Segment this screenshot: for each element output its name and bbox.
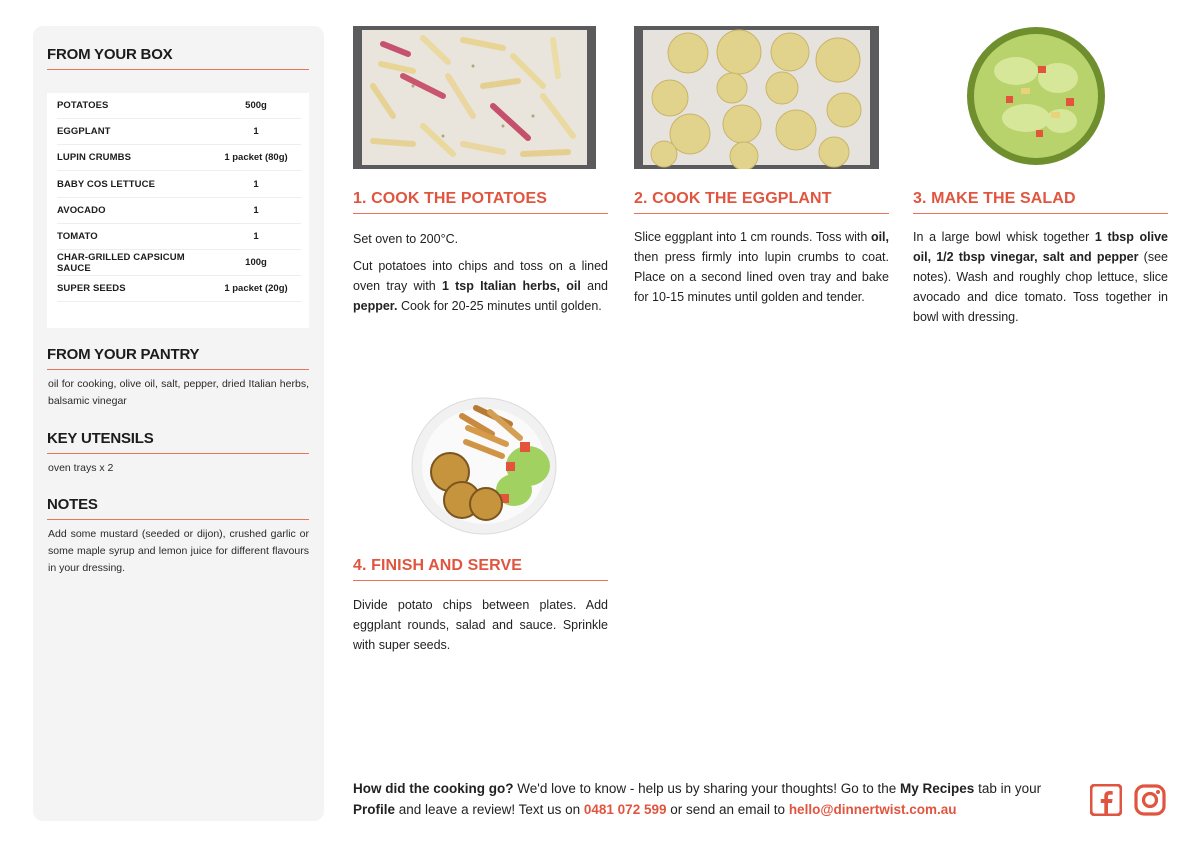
step-2: [634, 190, 889, 350]
feedback-footer: How did the cooking go? We'd love to know - help us by sharing your thoughts! Go to the My Recipes tab in your Profile and leave a review! Text us on 0481 072 599 or send an email to hello@dinnertwist.com.au: [353, 781, 1042, 817]
step-3: [913, 190, 1168, 350]
ingredient-row: [57, 224, 301, 250]
ingredient-name: SUPER SEEDS: [57, 283, 126, 294]
ingredient-row: [57, 198, 301, 224]
ingredient-row: [57, 172, 301, 198]
ingredient-name: AVOCADO: [57, 205, 106, 216]
step-1-paragraph: Cut potatoes into chips and toss on a lined oven tray with 1 tsp Italian herbs, oil and pepper. Cook for 20-25 minutes until golden.: [353, 259, 608, 313]
instagram-icon[interactable]: [1134, 784, 1166, 816]
step-1-paragraph: Set oven to 200°C.: [353, 232, 459, 246]
step-1: [353, 190, 608, 350]
phone-link[interactable]: 0481 072 599: [583, 802, 667, 817]
ingredient-qty: 1 packet (20g): [224, 283, 288, 294]
ingredient-name: BABY COS LETTUCE: [57, 179, 156, 190]
step-2-text: [634, 227, 889, 314]
from-your-pantry-heading: FROM YOUR PANTRY: [47, 346, 309, 370]
step-2-title: 2. COOK THE EGGPLANT: [634, 190, 889, 214]
ingredient-qty: 1: [253, 179, 259, 190]
ingredients-table: [47, 93, 309, 328]
ingredient-row: [57, 145, 301, 171]
step-1-title: 1. COOK THE POTATOES: [353, 190, 608, 214]
step-4-title: 4. FINISH AND SERVE: [353, 557, 608, 581]
utensils-text: oven trays x 2: [48, 462, 114, 474]
pantry-text: oil for cooking, olive oil, salt, pepper, dried Italian herbs, balsamic vinegar: [48, 378, 309, 407]
salad-bowl-image: [966, 26, 1106, 166]
step-3-title: 3. MAKE THE SALAD: [913, 190, 1168, 214]
ingredient-row: [57, 276, 301, 302]
ingredient-name: CHAR-GRILLED CAPSICUM SAUCE: [57, 251, 185, 274]
notes-heading: NOTES: [47, 496, 309, 520]
from-your-box-heading: FROM YOUR BOX: [47, 46, 309, 70]
ingredient-row: [57, 93, 301, 119]
step-4-text: [353, 595, 608, 662]
ingredient-qty: 1: [253, 205, 259, 216]
ingredient-qty: 1: [253, 231, 259, 242]
step-4: [353, 557, 608, 667]
profile-link[interactable]: Profile: [353, 802, 396, 817]
email-link[interactable]: hello@dinnertwist.com.au: [788, 802, 957, 817]
my-recipes-link[interactable]: My Recipes: [900, 781, 975, 796]
ingredient-name: TOMATO: [57, 231, 98, 242]
key-utensils-heading: KEY UTENSILS: [47, 430, 309, 454]
notes-text: Add some mustard (seeded or dijon), crushed garlic or some maple syrup and lemon juice for different flavours in your dressing.: [48, 528, 309, 574]
step-1-text: [353, 229, 608, 323]
ingredient-row: [57, 119, 301, 145]
ingredient-name: POTATOES: [57, 100, 109, 111]
ingredient-name: EGGPLANT: [57, 126, 111, 137]
finished-plate-image: [410, 394, 558, 536]
ingredients-sidebar: [33, 26, 324, 821]
ingredient-name: LUPIN CRUMBS: [57, 152, 132, 163]
ingredient-row: [57, 250, 301, 276]
eggplant-tray-image: [634, 26, 879, 169]
ingredient-qty: 500g: [245, 100, 267, 111]
step-3-text: [913, 227, 1168, 334]
step-4-paragraph: Divide potato chips between plates. Add eggplant rounds, salad and sauce. Sprinkle with super seeds.: [353, 598, 608, 652]
step-2-paragraph: Slice eggplant into 1 cm rounds. Toss with oil, then press firmly into lupin crumbs to coat. Place on a second lined oven tray and bake for 10-15 minutes until golden and tender.: [634, 230, 889, 304]
ingredient-qty: 1: [253, 126, 259, 137]
ingredient-qty: 100g: [245, 257, 267, 268]
potato-chips-tray-image: [353, 26, 596, 169]
step-3-paragraph: In a large bowl whisk together 1 tbsp olive oil, 1/2 tbsp vinegar, salt and pepper (see notes). Wash and roughly chop lettuce, slice avocado and dice tomato. Toss together in bowl with dressing.: [913, 230, 1168, 324]
facebook-icon[interactable]: [1090, 784, 1122, 816]
feedback-question: How did the cooking go?: [353, 781, 514, 796]
ingredient-qty: 1 packet (80g): [224, 152, 288, 163]
